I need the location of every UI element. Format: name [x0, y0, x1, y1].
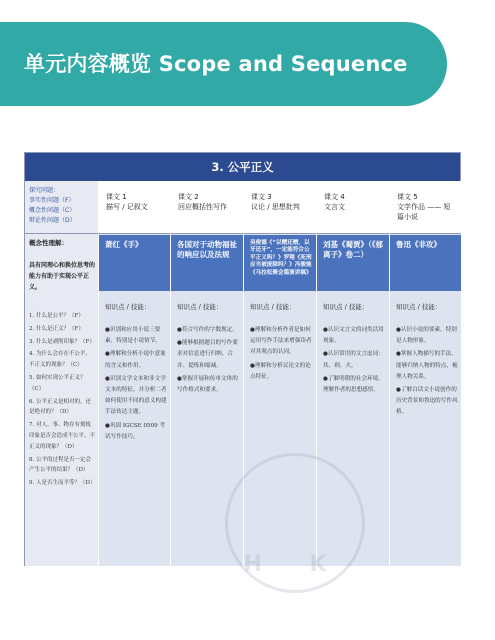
inquiry-conceptual: 概念性问题（C）: [29, 207, 76, 214]
scope-sequence-table: [24, 152, 461, 577]
knowledge-item: ●理解和分析作者是如何运用写作手法来增强读者对其观点的认同。: [250, 327, 312, 356]
watermark-text: H K: [243, 552, 347, 577]
concept-statement: 具有同理心和换位思考的能力有助于实现公平正义。: [29, 262, 96, 291]
knowledge-item: ●认识文言文的词类活用现象。: [323, 327, 384, 345]
lesson-column-5: [389, 181, 461, 566]
question-item: 6. 公平正义是相对的，还是绝对的？（D）: [29, 398, 91, 416]
knowledge-item: ●认识常用的文言虚词：其、则、夫。: [323, 351, 384, 369]
inquiry-column: [25, 181, 98, 566]
knowledge-item: ●巩固 IGCSE 0509 考试写作技巧。: [105, 422, 166, 440]
question-item: 7. 对人、事、物存有刻板印象是否会造成不公平、不正义的现象？（D）: [29, 422, 96, 450]
lesson-topic: 刘基《蜀贾》（《郁离子》卷二）: [323, 240, 383, 259]
knowledge-item: ●掌握开展和传单文体的写作格式和要求。: [177, 375, 238, 394]
question-item: 3. 什么是剥削印象？（F）: [29, 338, 95, 345]
title-banner: [0, 22, 447, 106]
knowledge-item: ●了解白话文小说创作的历史背景和鲁迅的写作风格。: [396, 387, 458, 416]
knowledge-item: ●符合写作的字数规定。: [177, 327, 238, 333]
knowledge-item: ●理解和分析议论文的论点特征。: [250, 362, 311, 380]
knowledge-list: [177, 325, 240, 398]
inquiry-debatable: 辩论性问题（D）: [29, 217, 76, 224]
question-item: 5. 如何实现公平正义？（C）: [29, 374, 86, 392]
lesson-topic: 萧红《手》: [105, 240, 143, 249]
inquiry-label: 探究问题：: [29, 187, 60, 194]
lesson-type: 文学作品 —— 短篇小说: [397, 203, 451, 221]
question-item: 8. 公平的过程是否一定会产生公平的结果？（D）: [29, 456, 91, 474]
knowledge-list: [250, 325, 313, 385]
knowledge-item: ●了解明朝的社会环境，理解作者的思想感悟。: [323, 375, 384, 394]
unit-title: 3. 公平正义: [25, 153, 460, 181]
lesson-type: 回应概括性写作: [178, 203, 227, 211]
knowledge-item: ●理解和分析小说中意象的含义和作用。: [105, 351, 166, 369]
inquiry-questions: [29, 311, 96, 491]
question-item: 4. 为什么会存在不公平、不正义的现象？（C）: [29, 351, 91, 369]
knowledge-label: 知识点 / 技能：: [177, 303, 223, 311]
banner-title: 单元内容概览 Scope and Sequence: [24, 52, 408, 76]
knowledge-item: ●识别和应用小说三要素，特别是小说情节。: [105, 327, 161, 345]
lesson-number: 课文 4: [324, 193, 345, 201]
lesson-number: 课文 5: [397, 193, 418, 201]
knowledge-item: ●认识小说的要素，特别是人物形象。: [396, 327, 457, 345]
knowledge-item: ●掌握人物描写的手法，能够归纳人物的特点，梳理人物关系。: [396, 351, 458, 380]
lesson-number: 课文 3: [251, 193, 272, 201]
lesson-topic: 各国对于动物福祉的响应以及法规: [177, 240, 237, 259]
lesson-type: 文言文: [324, 203, 345, 211]
lesson-type: 议论 / 思想批判: [251, 203, 300, 211]
question-item: 2. 什么是正义？（F）: [29, 325, 84, 332]
knowledge-label: 知识点 / 技能：: [396, 303, 442, 311]
knowledge-label: 知识点 / 技能：: [250, 303, 296, 311]
lesson-topic: 吴俊德《“以赠还赠，以牙还牙”，一定能符合公平正义吗？》罗翔《死刑应当被废除吗？》冯骏驰《马拉松聚会篇演讲稿》: [250, 240, 312, 276]
lesson-topic: 鲁迅《非攻》: [396, 240, 441, 249]
knowledge-list: [396, 325, 458, 421]
lesson-type: 描写 / 记叙文: [106, 203, 148, 211]
question-item: 1. 什么是公平？（F）: [29, 313, 84, 319]
knowledge-label: 知识点 / 技能：: [323, 303, 369, 311]
knowledge-item: ●识别文学文本和非文学文本的特征，并分析二者如何使用不同的意义构建手法传达主题。: [105, 375, 167, 416]
knowledge-list: [323, 325, 386, 398]
concept-label: 概念性理解：: [29, 239, 68, 247]
question-item: 9. 人是否生而平等？（D）: [29, 480, 96, 487]
lesson-column-1: [98, 181, 170, 566]
inquiry-factual: 事实性问题（F）: [29, 197, 75, 204]
knowledge-list: [105, 325, 167, 445]
knowledge-label: 知识点 / 技能：: [105, 303, 151, 311]
lesson-number: 课文 2: [178, 193, 199, 201]
lesson-number: 课文 1: [106, 193, 127, 201]
knowledge-item: ●能够根据题目的写作要求对信息进行归纳、合并、提炼和缩减。: [177, 340, 238, 369]
inquiry-legend: [25, 181, 98, 234]
watermark-seal: [225, 453, 365, 593]
